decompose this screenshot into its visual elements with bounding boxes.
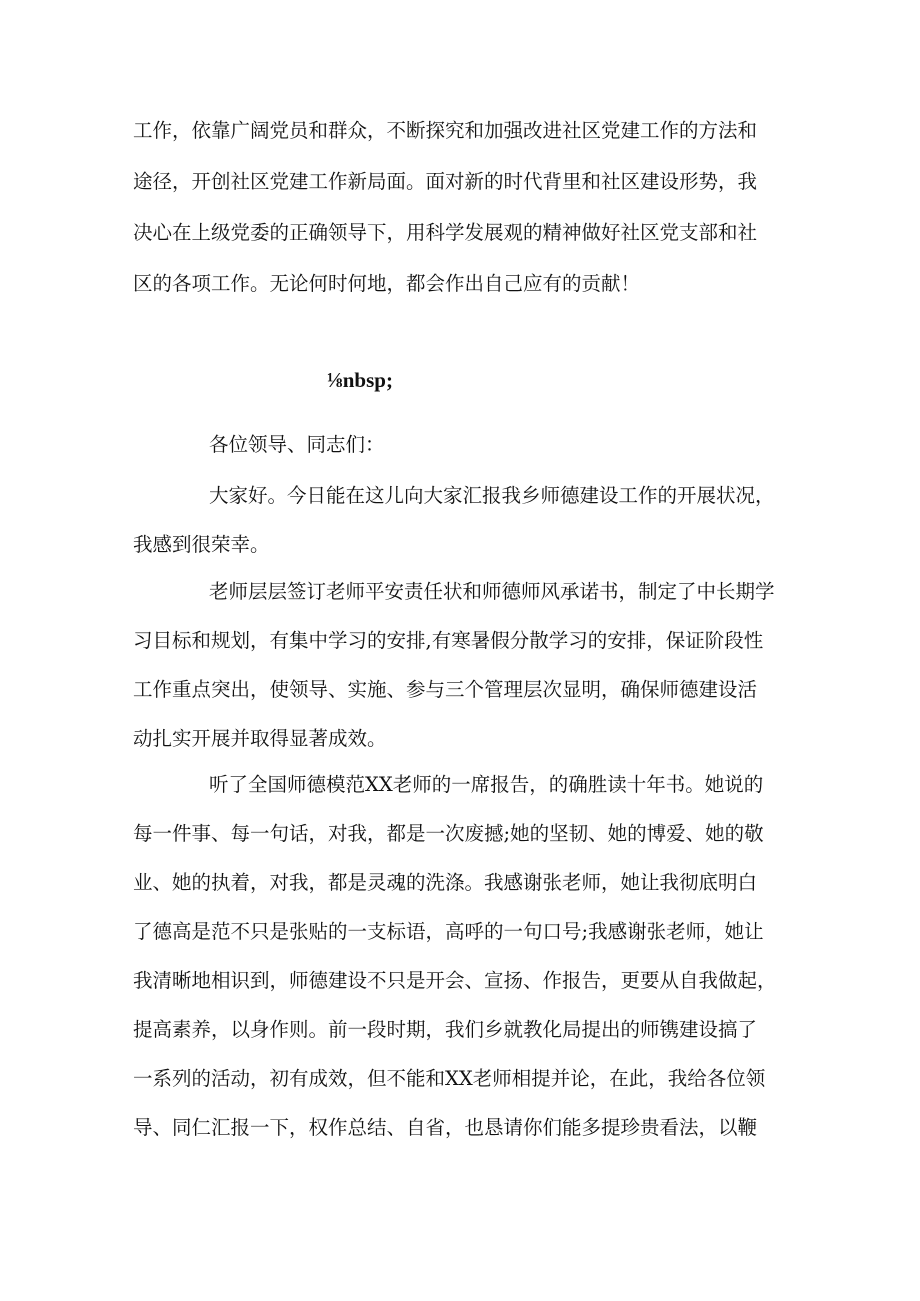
text-line: 大家好。今日能在这儿向大家汇报我乡师德建设工作的开展状况， [209, 484, 775, 507]
text-line: 工作重点突出，使领导、实施、参与三个管理层次显明，确保师德建设活 [133, 678, 758, 701]
text-line: 提高素养，以身作则。前一段时期，我们乡就教化局提出的师镌建设搞了 [133, 1018, 758, 1041]
text-line: 区的各项工作。无论何时何地，都会作出自己应有的贡献！ [133, 272, 641, 295]
section-heading: ⅛nbsp; [327, 368, 393, 392]
text-line: 我清晰地相识到，师德建设不只是开会、宣扬、作报告，更要从自我做起， [133, 969, 777, 992]
text-line: 一系列的活动，初有成效，但不能和XX老师相提并论，在此，我给各位领 [133, 1067, 766, 1090]
text-line: 导、同仁汇报一下，权作总结、自省，也恳请你们能多提珍贵看法，以鞭 [133, 1116, 758, 1139]
text-line: 途径，开创社区党建工作新局面。面对新的时代背里和社区建设形势，我 [133, 170, 758, 193]
text-line: 动扎实开展并取得显著成效。 [133, 727, 387, 750]
text-line: 工作，依靠广阔党员和群众，不断探究和加强改进社区党建工作的方法和 [133, 119, 758, 142]
text-line: 我感到很荣幸。 [133, 533, 270, 556]
text-line: 听了全国师德模范XX老师的一席报告，的确胜读十年书。她说的 [209, 773, 764, 796]
text-line: 决心在上级党委的正确领导下，用科学发展观的精神做好社区党支部和社 [133, 221, 758, 244]
text-line: 每一件事、每一句话，对我，都是一次废撼;她的坚韧、她的博爱、她的敬 [133, 822, 764, 845]
text-line: 老师层层签订老师平安责任状和师德师风承诺书，制定了中长期学 [209, 580, 775, 603]
text-line: 习目标和规划，有集中学习的安排,有寒暑假分散学习的安排，保证阶段性 [133, 629, 764, 652]
text-line: 了德高是范不只是张贴的一支标语，高呼的一句口号;我感谢张老师，她让 [133, 920, 764, 943]
text-line: 业、她的执着，对我，都是灵魂的洗涤。我感谢张老师，她让我彻底明白 [133, 871, 758, 894]
salutation: 各位领导、同志们： [209, 433, 385, 456]
